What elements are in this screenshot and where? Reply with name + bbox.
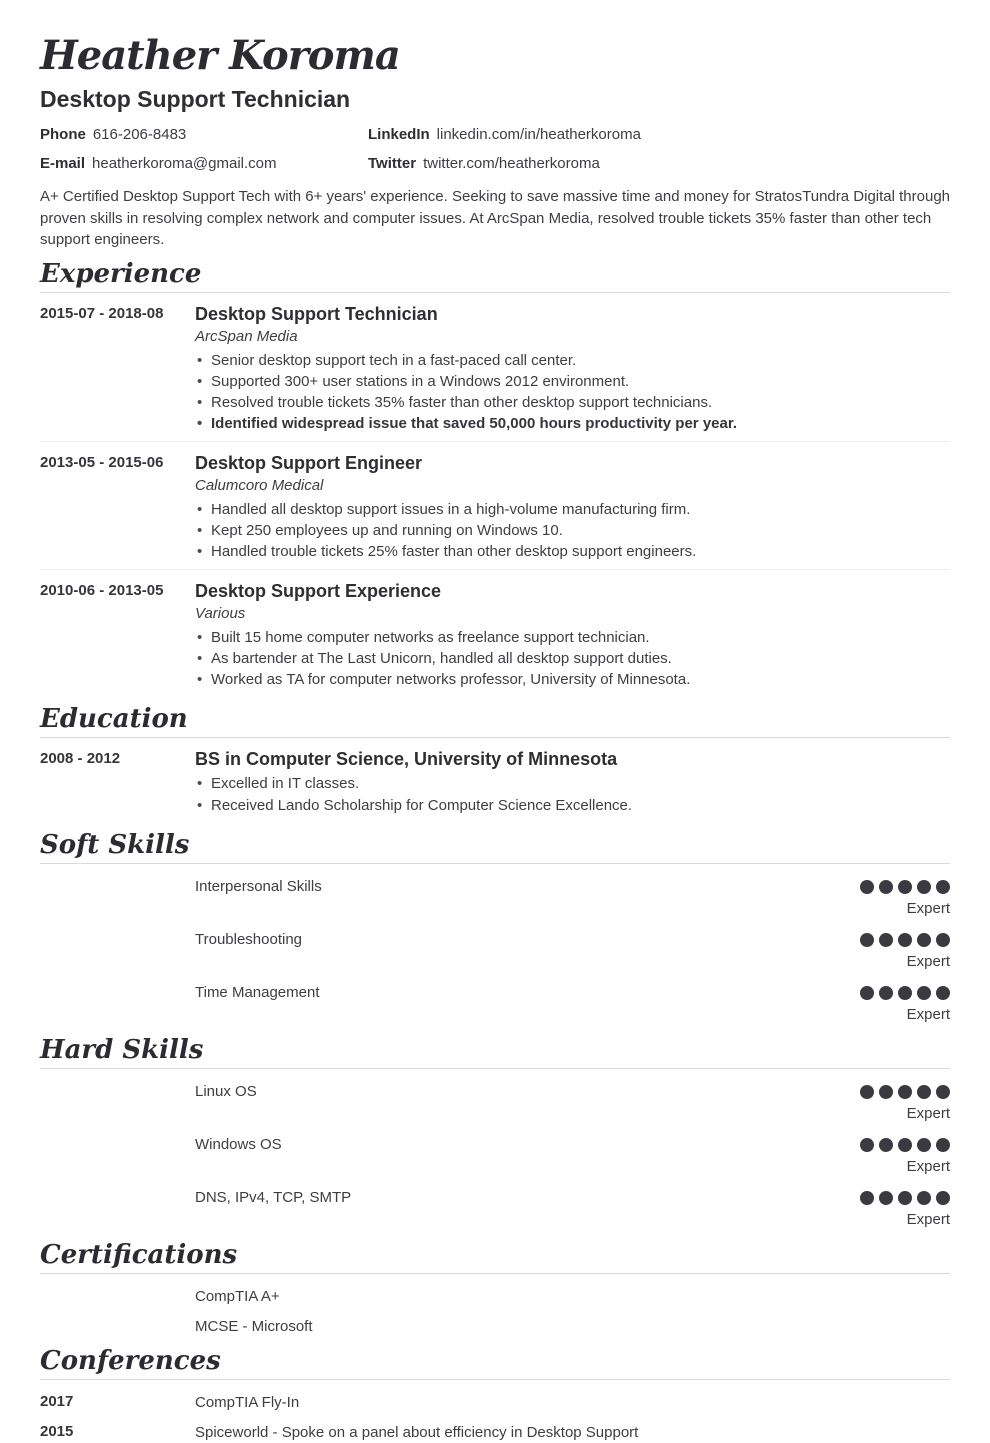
skill-name: Time Management <box>195 984 320 1002</box>
rating-dot <box>860 986 874 1000</box>
contact-twitter-label: Twitter <box>368 155 417 172</box>
rating-dot <box>898 1085 912 1099</box>
rating-dot <box>860 880 874 894</box>
professional-summary: A+ Certified Desktop Support Tech with 6+ years' experience. Seeking to save massive time and money for StratosTundra Digital through proven skills in resolving complex network and computer issues. At ArcSpan Media, resolved trouble tickets 35% faster than other tech support engineers. <box>40 188 950 248</box>
resume-header <box>40 34 950 251</box>
entry-bullets <box>195 350 950 435</box>
rating-dot <box>936 933 950 947</box>
experience-entry <box>40 441 950 569</box>
contact-linkedin-label: LinkedIn <box>368 126 430 143</box>
skill-rating-dots <box>860 880 950 894</box>
contact-info <box>40 124 950 174</box>
rating-dot <box>898 933 912 947</box>
entry-body <box>195 581 950 691</box>
section-heading-hard-skills: Hard Skills <box>40 1035 950 1069</box>
contact-linkedin-value: linkedin.com/in/heatherkoroma <box>436 126 641 143</box>
bullet-item: • Built 15 home computer networks as freelance support technician. <box>195 627 950 648</box>
entry-dates: 2010-06 - 2013-05 <box>40 581 164 599</box>
conference-item <box>40 1392 950 1413</box>
bullet-item: • Senior desktop support tech in a fast-paced call center. <box>195 350 950 371</box>
rating-dot <box>917 986 931 1000</box>
experience-entry <box>40 569 950 697</box>
skill-rating-dots <box>860 1138 950 1152</box>
rating-dot <box>917 1138 931 1152</box>
contact-email-value: heatherkoroma@gmail.com <box>92 155 277 172</box>
contact-phone-value: 616-206-8483 <box>92 126 187 143</box>
entry-dates: 2015-07 - 2018-08 <box>40 304 164 322</box>
skill-rating-dots <box>860 1085 950 1099</box>
rating-dot <box>898 1138 912 1152</box>
skill-body <box>195 1081 950 1124</box>
entry-body <box>195 749 950 816</box>
rating-dot <box>917 933 931 947</box>
skill-spacer <box>40 982 195 1025</box>
skill-body <box>195 1187 950 1230</box>
certifications-list <box>40 1286 950 1337</box>
skill-level-label: Expert <box>906 900 950 918</box>
rating-dot <box>879 1138 893 1152</box>
bullet-item: • Supported 300+ user stations in a Windows 2012 environment. <box>195 371 950 392</box>
entry-body <box>195 453 950 563</box>
bullet-item: • Worked as TA for computer networks professor, University of Minnesota. <box>195 669 950 690</box>
skill-rating-dots <box>860 933 950 947</box>
skill-row <box>40 982 950 1025</box>
entry-title: Desktop Support Technician <box>195 303 438 324</box>
rating-dot <box>879 986 893 1000</box>
experience-entry <box>40 293 950 441</box>
rating-dot <box>879 1191 893 1205</box>
entry-bullets <box>195 499 950 563</box>
rating-dot <box>936 1138 950 1152</box>
education-entry <box>40 738 950 822</box>
skill-spacer <box>40 876 195 919</box>
skill-level-label: Expert <box>906 1105 950 1123</box>
rating-dot <box>860 1138 874 1152</box>
rating-dot <box>879 880 893 894</box>
hard-skills-list <box>40 1081 950 1230</box>
bullet-item-highlight: • Identified widespread issue that saved 50,000 hours productivity per year. <box>195 413 950 434</box>
entry-bullets <box>195 627 950 691</box>
rating-dot <box>917 1085 931 1099</box>
entry-bullets <box>195 773 950 816</box>
certification-item: MCSE - Microsoft <box>195 1318 313 1336</box>
contact-email-label: E-mail <box>40 155 86 172</box>
section-heading-education: Education <box>40 704 950 738</box>
bullet-item: • As bartender at The Last Unicorn, handled all desktop support duties. <box>195 648 950 669</box>
entry-company: ArcSpan Media <box>195 327 298 345</box>
rating-dot <box>898 986 912 1000</box>
entry-title: Desktop Support Experience <box>195 580 442 601</box>
person-name: Heather Koroma <box>40 32 400 79</box>
contact-twitter-value: twitter.com/heatherkoroma <box>423 155 600 172</box>
rating-dot <box>936 880 950 894</box>
bullet-item: • Received Lando Scholarship for Computer Science Excellence. <box>195 795 950 816</box>
conference-year: 2017 <box>40 1393 74 1411</box>
skill-name: DNS, IPv4, TCP, SMTP <box>195 1189 352 1207</box>
skill-spacer <box>40 1187 195 1230</box>
skill-spacer <box>40 929 195 972</box>
rating-dot <box>860 1085 874 1099</box>
rating-dot <box>879 1085 893 1099</box>
skill-name: Windows OS <box>195 1136 282 1154</box>
skill-row <box>40 929 950 972</box>
skill-name: Troubleshooting <box>195 931 303 949</box>
rating-dot <box>917 880 931 894</box>
person-job-title: Desktop Support Technician <box>40 86 351 112</box>
certification-item: CompTIA A+ <box>195 1288 280 1306</box>
skill-level-label: Expert <box>906 1211 950 1229</box>
skill-name: Linux OS <box>195 1083 257 1101</box>
contact-twitter <box>368 153 950 174</box>
bullet-item: • Handled all desktop support issues in a high-volume manufacturing firm. <box>195 499 950 520</box>
skill-body <box>195 1134 950 1177</box>
skill-rating-dots <box>860 1191 950 1205</box>
entry-dates: 2008 - 2012 <box>40 750 121 768</box>
skill-name: Interpersonal Skills <box>195 878 322 896</box>
contact-linkedin <box>368 124 950 145</box>
conference-item <box>40 1422 950 1443</box>
skill-row <box>40 876 950 919</box>
conference-year: 2015 <box>40 1423 74 1441</box>
skill-spacer <box>40 1134 195 1177</box>
skill-row <box>40 1187 950 1230</box>
skill-body <box>195 876 950 919</box>
entry-company: Calumcoro Medical <box>195 476 324 494</box>
contact-phone-label: Phone <box>40 126 86 143</box>
rating-dot <box>936 1191 950 1205</box>
skill-row <box>40 1134 950 1177</box>
rating-dot <box>898 880 912 894</box>
skill-row <box>40 1081 950 1124</box>
section-heading-soft-skills: Soft Skills <box>40 830 950 864</box>
entry-title: BS in Computer Science, University of Minnesota <box>195 749 618 770</box>
skill-level-label: Expert <box>906 1158 950 1176</box>
skill-rating-dots <box>860 986 950 1000</box>
rating-dot <box>860 933 874 947</box>
skill-body <box>195 929 950 972</box>
contact-email <box>40 153 368 174</box>
rating-dot <box>898 1191 912 1205</box>
conferences-list <box>40 1392 950 1443</box>
bullet-item: • Resolved trouble tickets 35% faster than other desktop support technicians. <box>195 392 950 413</box>
rating-dot <box>860 1191 874 1205</box>
contact-phone <box>40 124 368 145</box>
rating-dot <box>936 986 950 1000</box>
entry-title: Desktop Support Engineer <box>195 452 423 473</box>
conference-text: Spiceworld - Spoke on a panel about efficiency in Desktop Support <box>195 1424 639 1442</box>
rating-dot <box>879 933 893 947</box>
rating-dot <box>917 1191 931 1205</box>
rating-dot <box>936 1085 950 1099</box>
conference-text: CompTIA Fly-In <box>195 1394 300 1412</box>
section-heading-experience: Experience <box>40 259 950 293</box>
section-heading-conferences: Conferences <box>40 1346 950 1380</box>
entry-company: Various <box>195 604 246 622</box>
bullet-item: • Excelled in IT classes. <box>195 773 950 794</box>
soft-skills-list <box>40 876 950 1025</box>
section-heading-certifications: Certifications <box>40 1240 950 1274</box>
skill-level-label: Expert <box>906 953 950 971</box>
entry-dates: 2013-05 - 2015-06 <box>40 453 164 471</box>
bullet-item: • Handled trouble tickets 25% faster than other desktop support engineers. <box>195 541 950 562</box>
skill-level-label: Expert <box>906 1006 950 1024</box>
entry-body <box>195 304 950 435</box>
skill-spacer <box>40 1081 195 1124</box>
bullet-item: • Kept 250 employees up and running on Windows 10. <box>195 520 950 541</box>
skill-body <box>195 982 950 1025</box>
